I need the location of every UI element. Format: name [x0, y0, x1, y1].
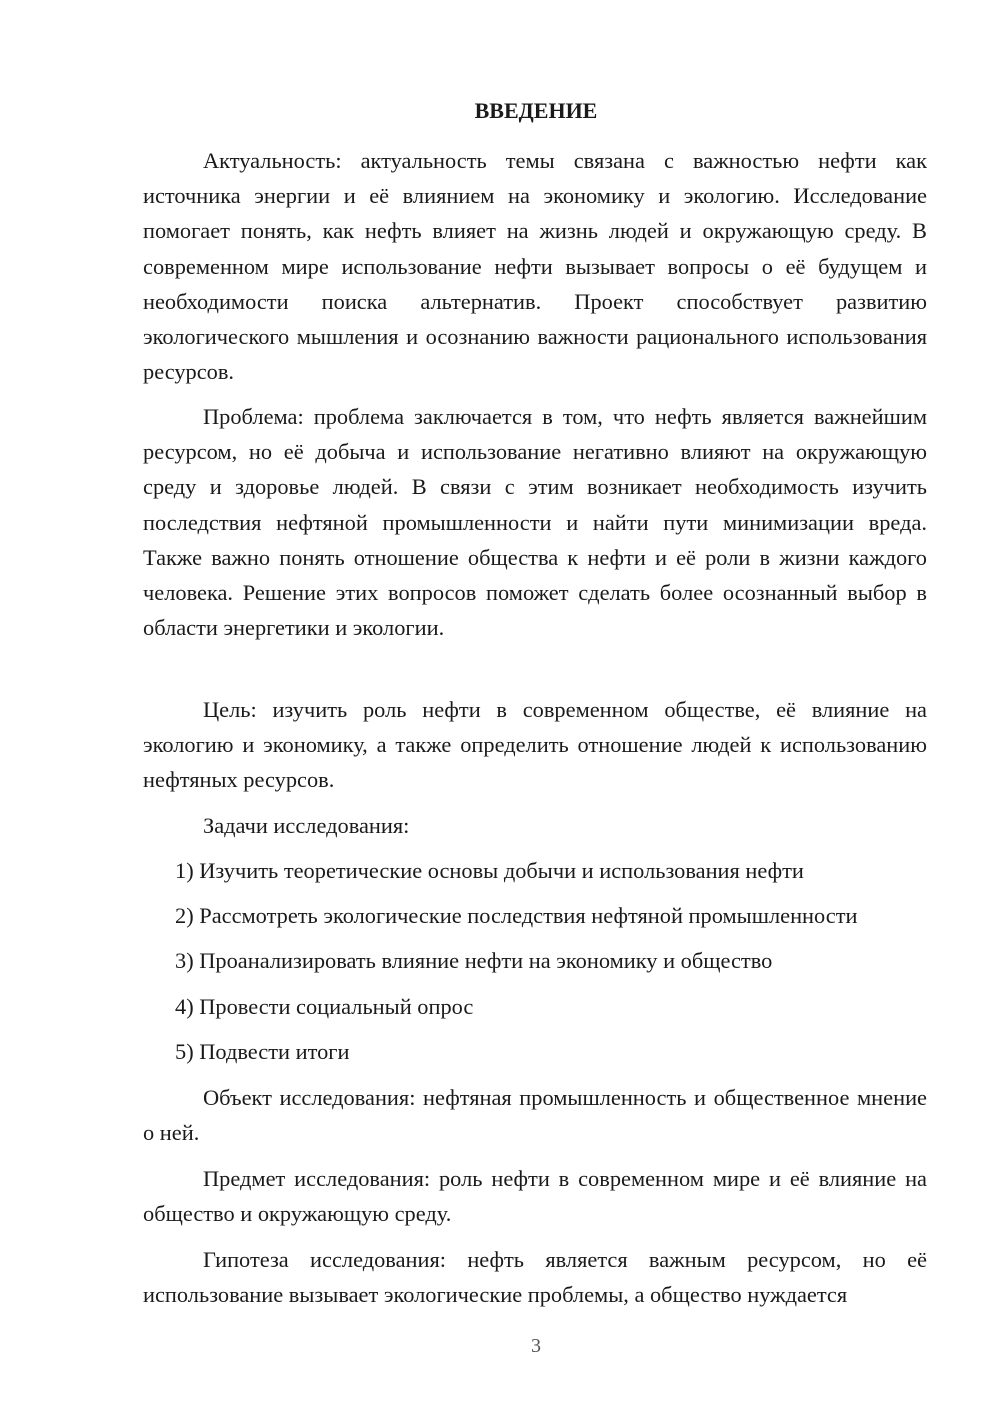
- page-number: 3: [531, 1335, 541, 1357]
- paragraph-subject: Предмет исследования: роль нефти в современном мире и её влияние на общество и окружающую среду.: [143, 1166, 927, 1227]
- paragraph-problem: Проблема: проблема заключается в том, что нефть является важнейшим ресурсом, но её добыча и использование негативно влияют на окружающую среду и здоровье людей. В связи с этим возникает необходимость изучить последствия нефтяной промышленности и найти пути минимизации вреда. Также важно понять отношение общества к нефти и её роли в жизни каждого человека. Решение этих вопросов поможет сделать более осознанный выбор в области энергетики и экологии.: [143, 404, 927, 641]
- tasks-heading: Задачи исследования:: [203, 813, 410, 838]
- paragraph-hypothesis: Гипотеза исследования: нефть является важным ресурсом, но её использование вызывает экологические проблемы, а общество нуждается: [143, 1247, 927, 1308]
- task-item-4: 4) Провести социальный опрос: [175, 994, 474, 1019]
- task-item-5: 5) Подвести итоги: [175, 1039, 350, 1064]
- task-item-3: 3) Проанализировать влияние нефти на экономику и общество: [175, 948, 773, 973]
- page-title: ВВЕДЕНИЕ: [474, 98, 598, 123]
- task-item-1: 1) Изучить теоретические основы добычи и использования нефти: [175, 858, 804, 883]
- paragraph-goal: Цель: изучить роль нефти в современном обществе, её влияние на экологию и экономику, а также определить отношение людей к использованию нефтяных ресурсов.: [143, 697, 927, 793]
- paragraph-object: Объект исследования: нефтяная промышленность и общественное мнение о ней.: [143, 1085, 927, 1146]
- task-item-2: 2) Рассмотреть экологические последствия нефтяной промышленности: [175, 903, 858, 928]
- paragraph-relevance: Актуальность: актуальность темы связана с важностью нефти как источника энергии и её влиянием на экономику и экологию. Исследование помогает понять, как нефть влияет на жизнь людей и окружающую среду. В современном мире использование нефти вызывает вопросы о её будущем и необходимости поиска альтернатив. Проект способствует развитию экологического мышления и осознанию важности рационального использования ресурсов.: [143, 148, 927, 385]
